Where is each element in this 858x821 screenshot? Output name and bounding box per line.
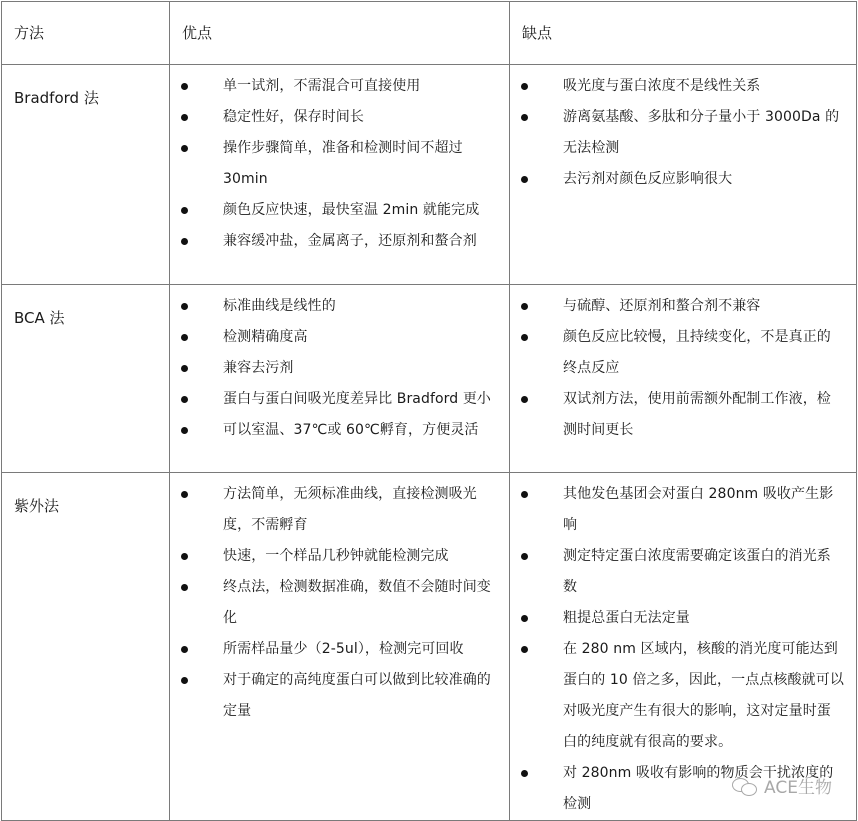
comparison-table xyxy=(1,1,857,821)
list-item: 对 280nm 吸收有影响的物质会干扰浓度的检测 xyxy=(510,758,844,820)
list-item: 方法简单，无须标准曲线，直接检测吸光度，不需孵育 xyxy=(170,479,497,541)
cons-cell xyxy=(510,65,857,285)
list-item: 所需样品量少（2-5ul），检测完可回收 xyxy=(170,634,497,665)
list-item: 兼容缓冲盐，金属离子，还原剂和螯合剂 xyxy=(170,226,497,257)
pros-list xyxy=(170,65,509,257)
list-item: 蛋白与蛋白间吸光度差异比 Bradford 更小 xyxy=(170,384,497,415)
table-row xyxy=(2,473,857,821)
list-item: 在 280 nm 区域内，核酸的消光度可能达到蛋白的 10 倍之多，因此，一点点核酸就可以对吸光度产生有很大的影响，这对定量时蛋白的纯度就有很高的要求。 xyxy=(510,634,844,758)
wechat-icon xyxy=(732,776,758,796)
list-item: 可以室温、37℃或 60℃孵育，方便灵活 xyxy=(170,415,497,446)
table-row xyxy=(2,285,857,473)
pros-list xyxy=(170,473,509,727)
list-item: 吸光度与蛋白浓度不是线性关系 xyxy=(510,71,844,102)
list-item: 兼容去污剂 xyxy=(170,353,497,384)
method-cell: Bradford 法 xyxy=(2,65,170,285)
list-item: 粗提总蛋白无法定量 xyxy=(510,603,844,634)
list-item: 游离氨基酸、多肽和分子量小于 3000Da 的无法检测 xyxy=(510,102,844,164)
list-item: 其他发色基团会对蛋白 280nm 吸收产生影响 xyxy=(510,479,844,541)
list-item: 双试剂方法，使用前需额外配制工作液，检测时间更长 xyxy=(510,384,844,446)
list-item: 测定特定蛋白浓度需要确定该蛋白的消光系数 xyxy=(510,541,844,603)
watermark-text: ACE生物 xyxy=(764,778,832,798)
header-pros: 优点 xyxy=(170,2,510,65)
list-item: 颜色反应快速，最快室温 2min 就能完成 xyxy=(170,195,497,226)
list-item: 单一试剂，不需混合可直接使用 xyxy=(170,71,497,102)
list-item: 操作步骤简单，准备和检测时间不超过 30min xyxy=(170,133,497,195)
pros-list xyxy=(170,285,509,446)
list-item: 检测精确度高 xyxy=(170,322,497,353)
list-item: 颜色反应比较慢，且持续变化，不是真正的终点反应 xyxy=(510,322,844,384)
pros-cell xyxy=(170,473,510,821)
list-item: 与硫醇、还原剂和螯合剂不兼容 xyxy=(510,291,844,322)
watermark xyxy=(732,773,832,798)
list-item: 对于确定的高纯度蛋白可以做到比较准确的定量 xyxy=(170,665,497,727)
list-item: 终点法，检测数据准确，数值不会随时间变化 xyxy=(170,572,497,634)
header-cons: 缺点 xyxy=(510,2,857,65)
table-row xyxy=(2,65,857,285)
list-item: 稳定性好，保存时间长 xyxy=(170,102,497,133)
method-cell: 紫外法 xyxy=(2,473,170,821)
cons-list xyxy=(510,473,856,820)
list-item: 去污剂对颜色反应影响很大 xyxy=(510,164,844,195)
cons-cell xyxy=(510,473,857,821)
pros-cell xyxy=(170,65,510,285)
list-item: 标准曲线是线性的 xyxy=(170,291,497,322)
method-cell: BCA 法 xyxy=(2,285,170,473)
cons-list xyxy=(510,285,856,446)
list-item: 快速，一个样品几秒钟就能检测完成 xyxy=(170,541,497,572)
header-row xyxy=(2,2,857,65)
cons-cell xyxy=(510,285,857,473)
cons-list xyxy=(510,65,856,195)
header-method: 方法 xyxy=(2,2,170,65)
pros-cell xyxy=(170,285,510,473)
